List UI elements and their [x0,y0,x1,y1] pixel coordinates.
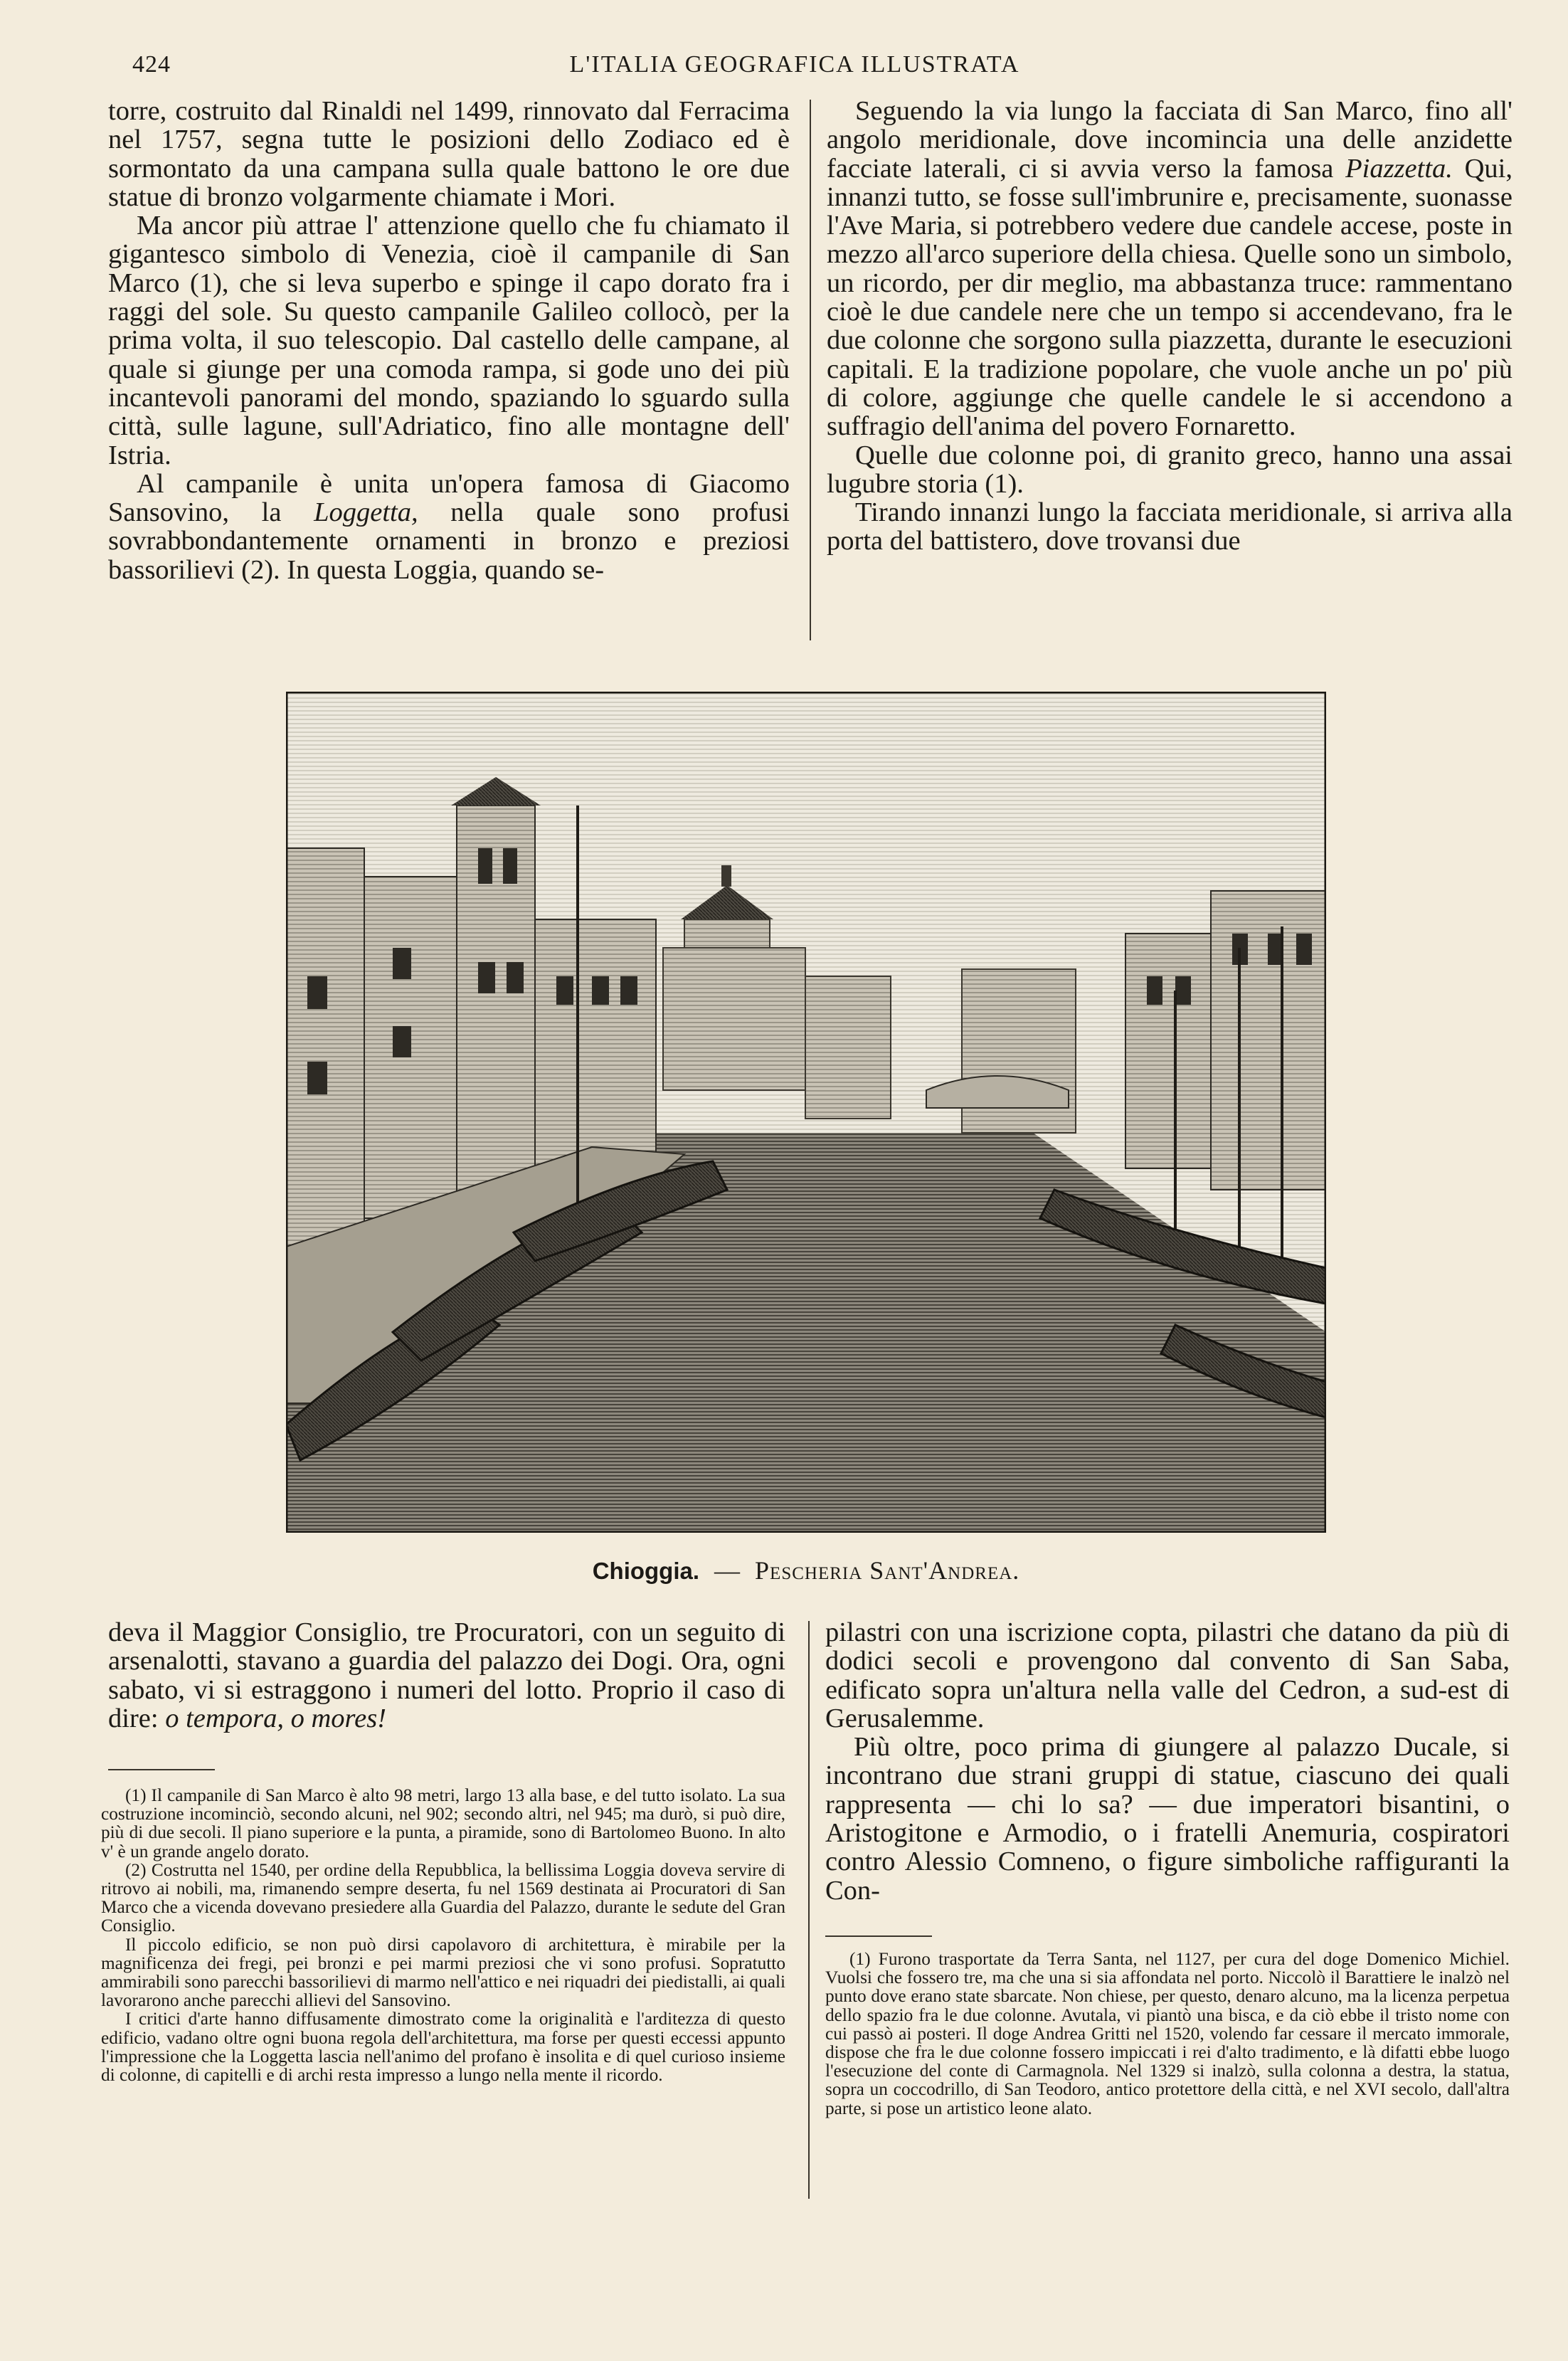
paragraph: deva il Maggior Consiglio, tre Procuratori, con un seguito di arsenalotti, stavano a guardia del palazzo dei Dogi. Ora, ogni sabato, vi si estraggono i numeri del lotto. Proprio il caso di dire: o tempora, o mores! [108,1617,785,1733]
page-number: 424 [132,51,171,78]
figure-caption [286,1555,1326,1585]
engraving-figure [286,692,1326,1533]
footnote-rule [108,1769,215,1770]
column-rule [810,100,811,640]
footnote-rule [825,1935,932,1937]
paragraph: Al campanile è unita un'opera famosa di Giacomo Sansovino, la Loggetta, nella quale sono profusi sovrabbondantemente ornamenti in bronzo e preziosi bassorilievi (2). In questa Loggia, quando se- [108,468,790,585]
paragraph: Quelle due colonne poi, di granito greco, hanno una assai lugubre storia (1). [827,440,1513,499]
caption-dash: — [714,1556,741,1585]
footnote: (2) Costrutta nel 1540, per ordine della Repubblica, la bellissima Loggia doveva servire di ritrovo ai nobili, ma, rimanendo sempre deserta, fu nel 1569 destinata ai Procuratori di San Marco che a vicenda dovevano presiedere alla Guardia del Palazzo, durante le sedute del Gran Consiglio. [101,1859,785,1936]
bottom-left-column [108,1618,785,1733]
bottom-right-column [825,1618,1510,1905]
top-right-column [827,97,1513,556]
footnotes-left [101,1786,785,2084]
paragraph: torre, costruito dal Rinaldi nel 1499, rinnovato dal Ferracima nel 1757, segna tutte le posizioni dello Zodiaco ed è sormontato da una campana sulla quale battono le ore due statue di bronzo volgarmente chiamate i Mori. [108,96,790,212]
caption-place: Chioggia. [592,1558,700,1584]
footnote: (1) Il campanile di San Marco è alto 98 metri, largo 13 alla base, e del tutto isolato. La sua costruzione incominciò, secondo alcuni, nel 902; secondo altri, nel 945; ma durò, si può dire, più di due secoli. Il piano superiore e la punta, a piramide, sono di Bartolomeo Buono. In alto v' è un grande angelo dorato. [101,1785,785,1861]
paragraph: Seguendo la via lungo la facciata di San Marco, fino all' angolo meridionale, dove incomincia una delle anzidette facciate laterali, ci si avvia verso la famosa Piazzetta. Qui, innanzi tutto, se fosse sull'imbrunire e, precisamente, suonasse l'Ave Maria, si potrebbero vedere due candele accese, poste in mezzo all'arco superiore della chiesa. Quelle sono un simbolo, un ricordo, per dir meglio, ma abbastanza truce: rammentano cioè le due candele nere che un tempo si accendevano, fra le due colonne che sorgono sulla piazzetta, durante le esecuzioni capitali. E la tradizione popolare, che vuole anche un po' più di colore, aggiunge che quelle candele le si accendono a suffragio dell'anima del povero Fornaretto. [827,96,1513,442]
paragraph: Più oltre, poco prima di giungere al palazzo Ducale, si incontrano due strani gruppi di statue, ciascuno dei quali rappresenta — chi lo sa? — due imperatori bisantini, o Aristogitone e Armodio, o i fratelli Anemuria, cospiratori contro Alessio Comneno, o figure simboliche raffiguranti la Con- [825,1732,1510,1906]
caption-title: Pescheria Sant'Andrea. [755,1556,1020,1585]
footnote: (1) Furono trasportate da Terra Santa, nel 1127, per cura del doge Domenico Michiel. Vuolsi che fossero tre, ma che una si sia affondata nel porto. Niccolò il Barattiere le inalzò nel punto dove erano state sbarcate. Non chiese, per questo, denaro alcuno, ma la licenza perpetua dello spazio fra le due colonne. Avutala, vi piantò una bisca, e da ciò ebbe il tristo nome con cui passò ai posteri. Il doge Andrea Gritti nel 1520, volendo far cessare il mercato immorale, dispose che fra le due colonne fossero impiccati i rei d'alto tradimento, e là difatti ebbe luogo l'esecuzione del conte di Carmagnola. Nel 1329 si inalzò, sulla colonna a destra, la statua, sopra un coccodrillo, di San Teodoro, antico protettore della città, e nel XVI secolo, dall'altra parte, si pose un artistico leone alato. [825,1949,1510,2118]
paragraph: Tirando innanzi lungo la facciata meridionale, si arriva alla porta del battistero, dove trovansi due [827,497,1513,556]
footnotes-right [825,1950,1510,2118]
running-head [132,51,1457,87]
paragraph: pilastri con una iscrizione copta, pilastri che datano da più di dodici secoli e provengono dal convento di San Saba, edificato sopra un'altura nella valle del Cedron, a sud-est di Gerusalemme. [825,1617,1510,1733]
journal-title: L'ITALIA GEOGRAFICA ILLUSTRATA [569,51,1020,78]
footnote: I critici d'arte hanno diffusamente dimostrato come la originalità e l'arditezza di questo edificio, vadano oltre ogni buona regola dell'architettura, ma forse per questi eccessi appunto l'impressione che la Loggetta lascia nell'animo del profano è insolita e di quel curioso insieme di colonne, di capitelli e di archi resta impresso a lungo nella mente il ricordo. [101,2009,785,2086]
chioggia-canal-engraving [286,692,1326,1533]
column-rule [808,1621,810,2199]
paragraph: Ma ancor più attrae l' attenzione quello che fu chiamato il gigantesco simbolo di Venezia, cioè il campanile di San Marco (1), che si leva superbo e spinge il capo dorato fra i raggi del sole. Su questo campanile Galileo collocò, per la prima volta, il suo telescopio. Dal castello delle campane, al quale si giunge per una comoda rampa, si gode uno dei più incantevoli panorami del mondo, spaziando lo sguardo sulla città, sulle lagune, sull'Adriatico, fino alle montagne dell' Istria. [108,211,790,470]
top-left-column [108,97,790,584]
footnote: Il piccolo edificio, se non può dirsi capolavoro di architettura, è mirabile per la magnificenza dei fregi, pei bronzi e pei marmi preziosi che vi sono profusi. Sopratutto ammirabili sono parecchi bassorilievi di marmo nell'attico e nei riquadri dei piedistalli, ai quali lavorarono anche parecchi allievi del Sansovino. [101,1934,785,2011]
